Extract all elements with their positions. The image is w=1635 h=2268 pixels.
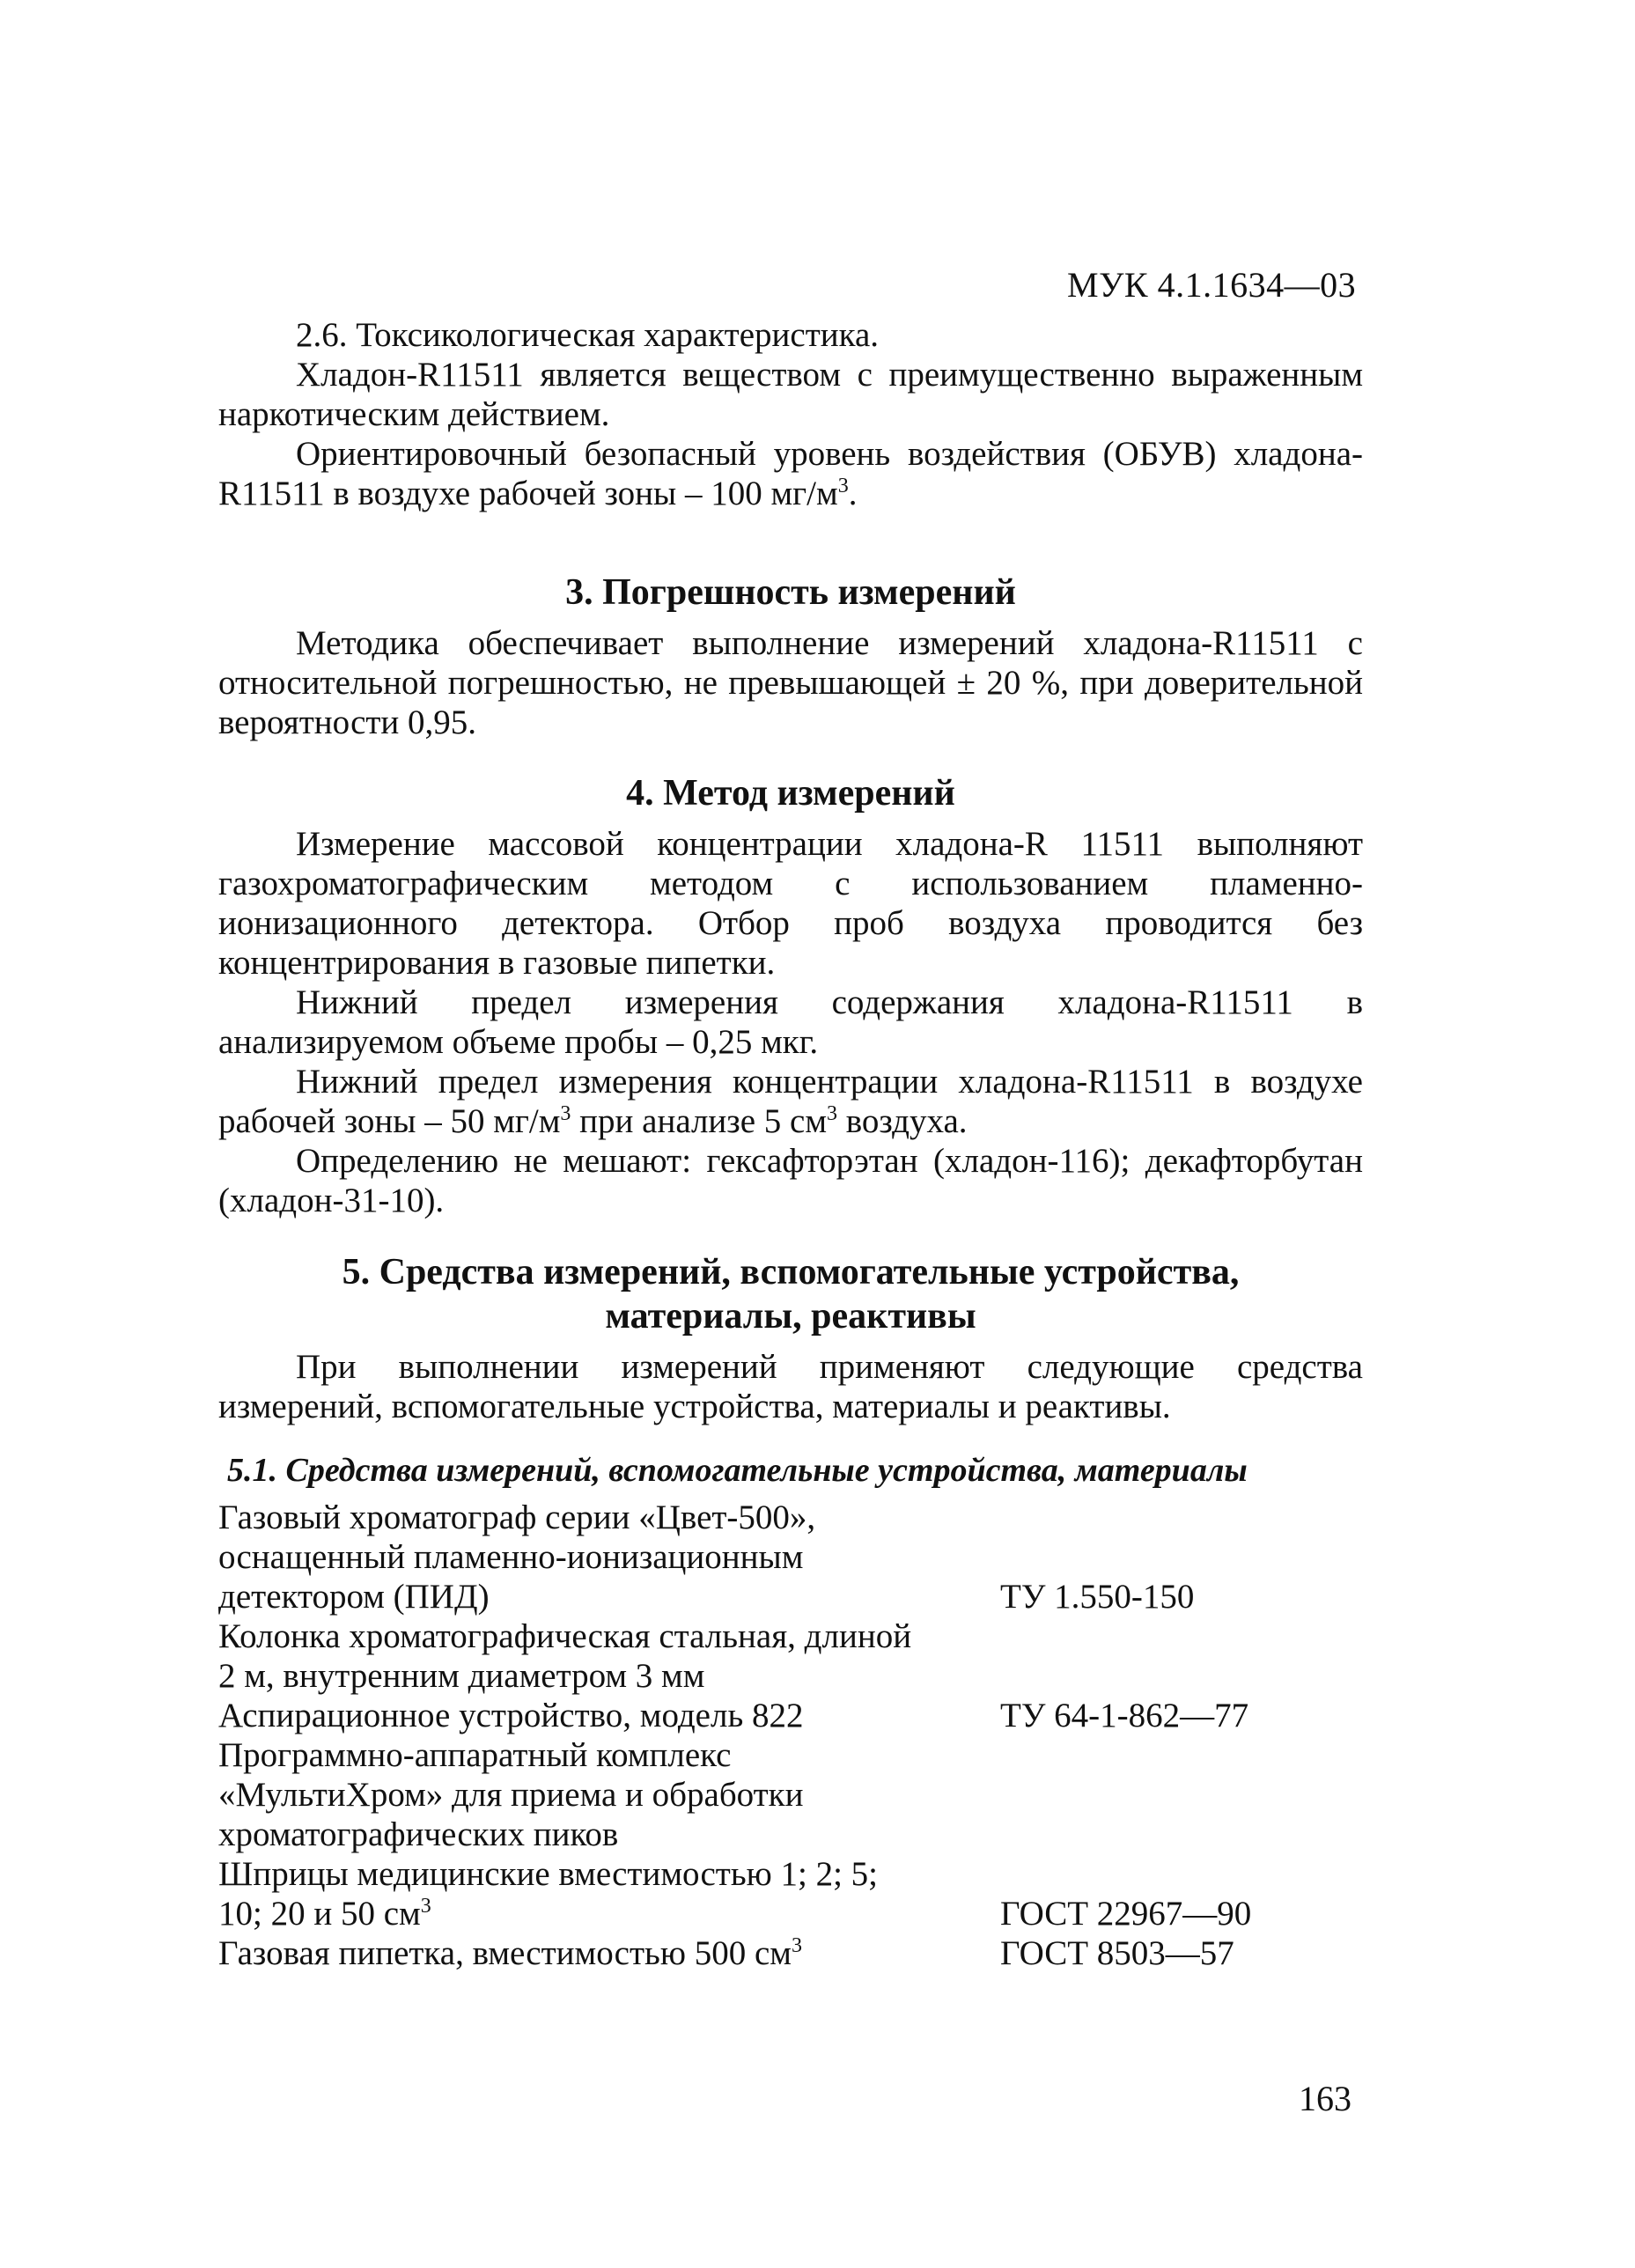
equipment-standard: ГОСТ 22967—90	[1000, 1895, 1252, 1933]
section-4-para-3	[218, 1062, 1363, 1141]
document-code: МУК 4.1.1634—03	[1067, 265, 1357, 305]
equipment-name: Газовая пипетка, вместимостью 500 см	[218, 1934, 792, 1972]
table-row	[218, 1616, 1363, 1696]
section-2-6-para-2-end: .	[848, 475, 858, 512]
section-2-6-title: 2.6. Токсикологическая характеристика.	[296, 316, 880, 354]
equipment-table	[218, 1498, 1363, 1973]
superscript: 3	[837, 475, 849, 497]
section-3-heading: 3. Погрешность измерений	[565, 572, 1016, 613]
superscript: 3	[560, 1102, 571, 1125]
equipment-name: Аспирационное устройство, модель 822	[218, 1697, 804, 1734]
table-row	[218, 1854, 1363, 1933]
equipment-standard: ТУ 64-1-862—77	[1000, 1697, 1249, 1734]
equipment-name-cell	[218, 1854, 1000, 1933]
table-row	[218, 1735, 1363, 1854]
superscript: 3	[827, 1102, 838, 1125]
equipment-standard: ГОСТ 8503—57	[1000, 1934, 1234, 1972]
superscript: 3	[791, 1934, 802, 1957]
section-3-para: Методика обеспечивает выполнение измерений хладона-R11511 с относительной погрешностью, не превышающей ± 20 %, при доверительной вероятности 0,95.	[218, 624, 1363, 741]
equipment-name: Программно-аппаратный комплекс «МультиХром» для приема и обработки хроматографических пиков	[218, 1736, 804, 1853]
table-row	[218, 1498, 1363, 1616]
table-row	[218, 1933, 1363, 1973]
section-5-para: При выполнении измерений применяют следующие средства измерений, вспомогательные устройства, материалы и реактивы.	[218, 1348, 1363, 1425]
superscript: 3	[420, 1895, 431, 1918]
section-5-heading-line-1: 5. Средства измерений, вспомогательные устройства,	[342, 1252, 1240, 1292]
section-2-6-para-1: Хладон-R11511 является веществом с преимущественно выраженным наркотическим действием.	[218, 356, 1363, 433]
section-4	[218, 771, 1363, 1220]
equipment-standard	[1000, 1735, 1363, 1854]
section-5-1-subheading: 5.1. Средства измерений, вспомогательные устройства, материалы	[227, 1452, 1248, 1489]
section-4-para-3-c: воздуха.	[837, 1102, 968, 1140]
equipment-name: Колонка хроматографическая стальная, длиной 2 м, внутренним диаметром 3 мм	[218, 1617, 912, 1695]
section-3	[218, 571, 1363, 742]
section-4-para-4: Определению не мешают: гексафторэтан (хладон-116); декафторбутан (хладон-31-10).	[218, 1142, 1363, 1219]
page-number: 163	[1299, 2079, 1351, 2118]
equipment-name: Газовый хроматограф серии «Цвет-500», оснащенный пламенно-ионизационным детектором (ПИД)	[218, 1498, 816, 1616]
equipment-name-cell	[218, 1933, 1000, 1973]
section-5	[218, 1250, 1363, 1973]
equipment-standard: ТУ 1.550-150	[1000, 1578, 1195, 1616]
section-4-para-3-a: Нижний предел измерения концентрации хладона-R11511 в воздухе рабочей зоны – 50 мг/м	[218, 1063, 1363, 1140]
equipment-standard	[1000, 1616, 1363, 1696]
section-4-para-1: Измерение массовой концентрации хладона-R 11511 выполняют газохроматографическим методом с использованием пламенно-ионизационного детектора. Отбор проб воздуха проводится без концентрирования в газовые пипетки.	[218, 825, 1363, 982]
section-4-heading: 4. Метод измерений	[626, 773, 955, 814]
table-row	[218, 1696, 1363, 1735]
section-2-6	[218, 315, 1363, 513]
section-4-para-2: Нижний предел измерения содержания хладона-R11511 в анализируемом объеме пробы – 0,25 мкг.	[218, 983, 1363, 1061]
equipment-name: Шприцы медицинские вместимостью 1; 2; 5; 10; 20 и 50 см	[218, 1855, 879, 1933]
section-2-6-para-2-text: Ориентировочный безопасный уровень воздействия (ОБУВ) хладона-R11511 в воздухе рабочей зоны – 100 мг/м	[218, 435, 1363, 512]
section-2-6-para-2	[218, 434, 1363, 513]
section-4-para-3-b: при анализе 5 см	[571, 1102, 828, 1140]
section-5-heading-line-2: материалы, реактивы	[605, 1296, 976, 1336]
